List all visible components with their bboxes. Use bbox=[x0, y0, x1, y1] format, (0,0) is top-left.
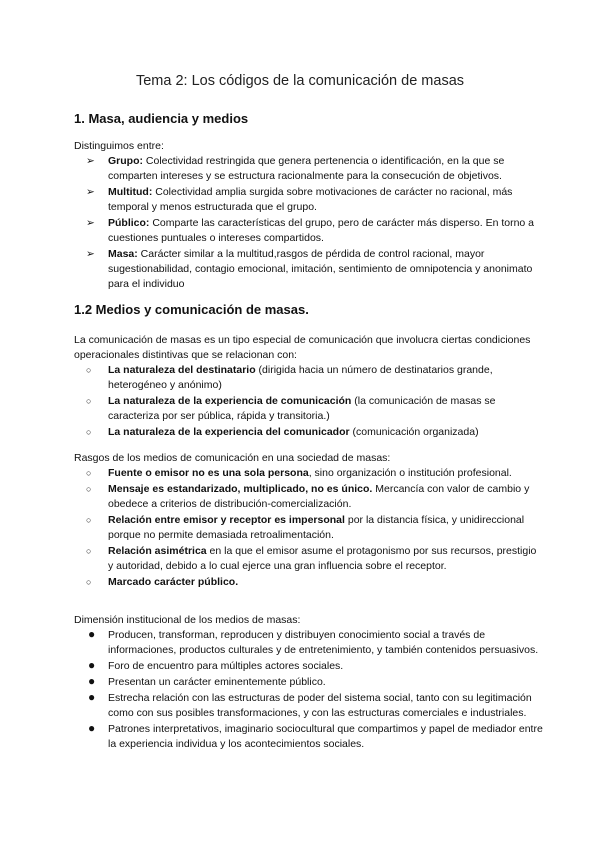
disc-bullet-icon: ● bbox=[88, 627, 96, 641]
circle-bullet-icon: ○ bbox=[86, 546, 92, 556]
circle-bullet-icon: ○ bbox=[86, 365, 92, 375]
circle-bullet-icon: ○ bbox=[86, 515, 92, 525]
list-item: ○ Relación entre emisor y receptor es impersonal por la distancia física, y unidireccional porque no permite demasiada retroalimentación. bbox=[86, 514, 525, 541]
arrow-bullet-icon: ➢ bbox=[86, 217, 95, 229]
section-1-intro: Distinguimos entre: bbox=[74, 140, 164, 152]
disc-bullet-icon: ● bbox=[88, 658, 96, 672]
document-title: Tema 2: Los códigos de la comunicación de masas bbox=[135, 73, 465, 89]
circle-bullet-icon: ○ bbox=[86, 484, 92, 494]
section-2-heading: 1.2 Medios y comunicación de masas. bbox=[74, 302, 309, 317]
disc-bullet-icon: ● bbox=[88, 674, 96, 688]
list-item: ● Estrecha relación con las estructuras de poder del sistema social, tanto con su legitimación como con sus posibles transformaciones, y con las estructuras comerciales e industriales. bbox=[88, 690, 532, 719]
list-item: ○ Fuente o emisor no es una sola persona, sino organización o institución profesional. bbox=[86, 467, 512, 479]
list-item: ○ La naturaleza de la experiencia del comunicador (comunicación organizada) bbox=[86, 426, 479, 438]
list-item: ➢ Público: Comparte las características del grupo, pero de carácter más disperso. En torno a cuestiones puntuales o intereses compartidos. bbox=[86, 217, 535, 244]
list-item: ➢ Grupo: Colectividad restringida que genera pertenencia o identificación, en la que se comparten intereses y se estructura racionalmente para la consecución de objetivos. bbox=[86, 155, 505, 182]
list-item: ○ Relación asimétrica en la que el emisor asume el protagonismo por sus recursos, prestigio y autoridad, debido a lo cual ejerce una gran influencia sobre el receptor. bbox=[86, 545, 537, 572]
arrow-bullet-icon: ➢ bbox=[86, 248, 95, 260]
rasgos-list bbox=[74, 466, 544, 591]
list-item: ● Foro de encuentro para múltiples actores sociales. bbox=[88, 658, 344, 672]
circle-bullet-icon: ○ bbox=[86, 577, 92, 587]
list-item: ○ Mensaje es estandarizado, multiplicado, no es único. Mercancía con valor de cambio y obedece a criterios de distribución-comercialización. bbox=[86, 483, 530, 510]
list-item: ➢ Masa: Carácter similar a la multitud,rasgos de pérdida de control racional, mayor sugestionabilidad, contagio emocional, imitación, sentimiento de omnipotencia y anonimato para el individuo bbox=[86, 248, 533, 290]
list-item: ○ Marcado carácter público. bbox=[86, 576, 239, 588]
list-item: ● Presentan un carácter eminentemente público. bbox=[88, 674, 326, 688]
disc-bullet-icon: ● bbox=[88, 690, 96, 704]
list-item: ● Patrones interpretativos, imaginario sociocultural que compartimos y papel de mediador entre la experiencia individua y los acontecimientos sociales. bbox=[88, 721, 543, 750]
circle-bullet-icon: ○ bbox=[86, 427, 92, 437]
arrow-bullet-icon: ➢ bbox=[86, 186, 95, 198]
disc-bullet-icon: ● bbox=[88, 721, 96, 735]
list-item: ○ La naturaleza del destinatario (dirigida hacia un número de destinatarios grande, heterogéneo y anónimo) bbox=[86, 364, 493, 391]
list-item: ○ La naturaleza de la experiencia de comunicación (la comunicación de masas se caracteriza por ser pública, rápida y transitoria.) bbox=[86, 395, 496, 422]
arrow-bullet-icon: ➢ bbox=[86, 155, 95, 167]
list-item: ● Producen, transforman, reproducen y distribuyen conocimiento social a través de informaciones, productos culturales y de entretenimiento, y también contenidos persuasivos. bbox=[88, 627, 539, 656]
dimension-intro: Dimensión institucional de los medios de masas: bbox=[74, 614, 301, 626]
section-2-intro: La comunicación de masas es un tipo especial de comunicación que involucra ciertas condiciones operacionales distintivas que se relacionan con: bbox=[74, 334, 531, 361]
section-1-list bbox=[74, 154, 544, 293]
circle-bullet-icon: ○ bbox=[86, 468, 92, 478]
list-item: ➢ Multitud: Colectividad amplia surgida sobre motivaciones de carácter no racional, más temporal y menos estructurada que el grupo. bbox=[86, 186, 513, 213]
rasgos-intro: Rasgos de los medios de comunicación en una sociedad de masas: bbox=[74, 452, 391, 464]
circle-bullet-icon: ○ bbox=[86, 396, 92, 406]
dimension-list bbox=[74, 628, 544, 753]
section-2-list bbox=[74, 363, 544, 441]
section-1-heading: 1. Masa, audiencia y medios bbox=[74, 111, 249, 126]
